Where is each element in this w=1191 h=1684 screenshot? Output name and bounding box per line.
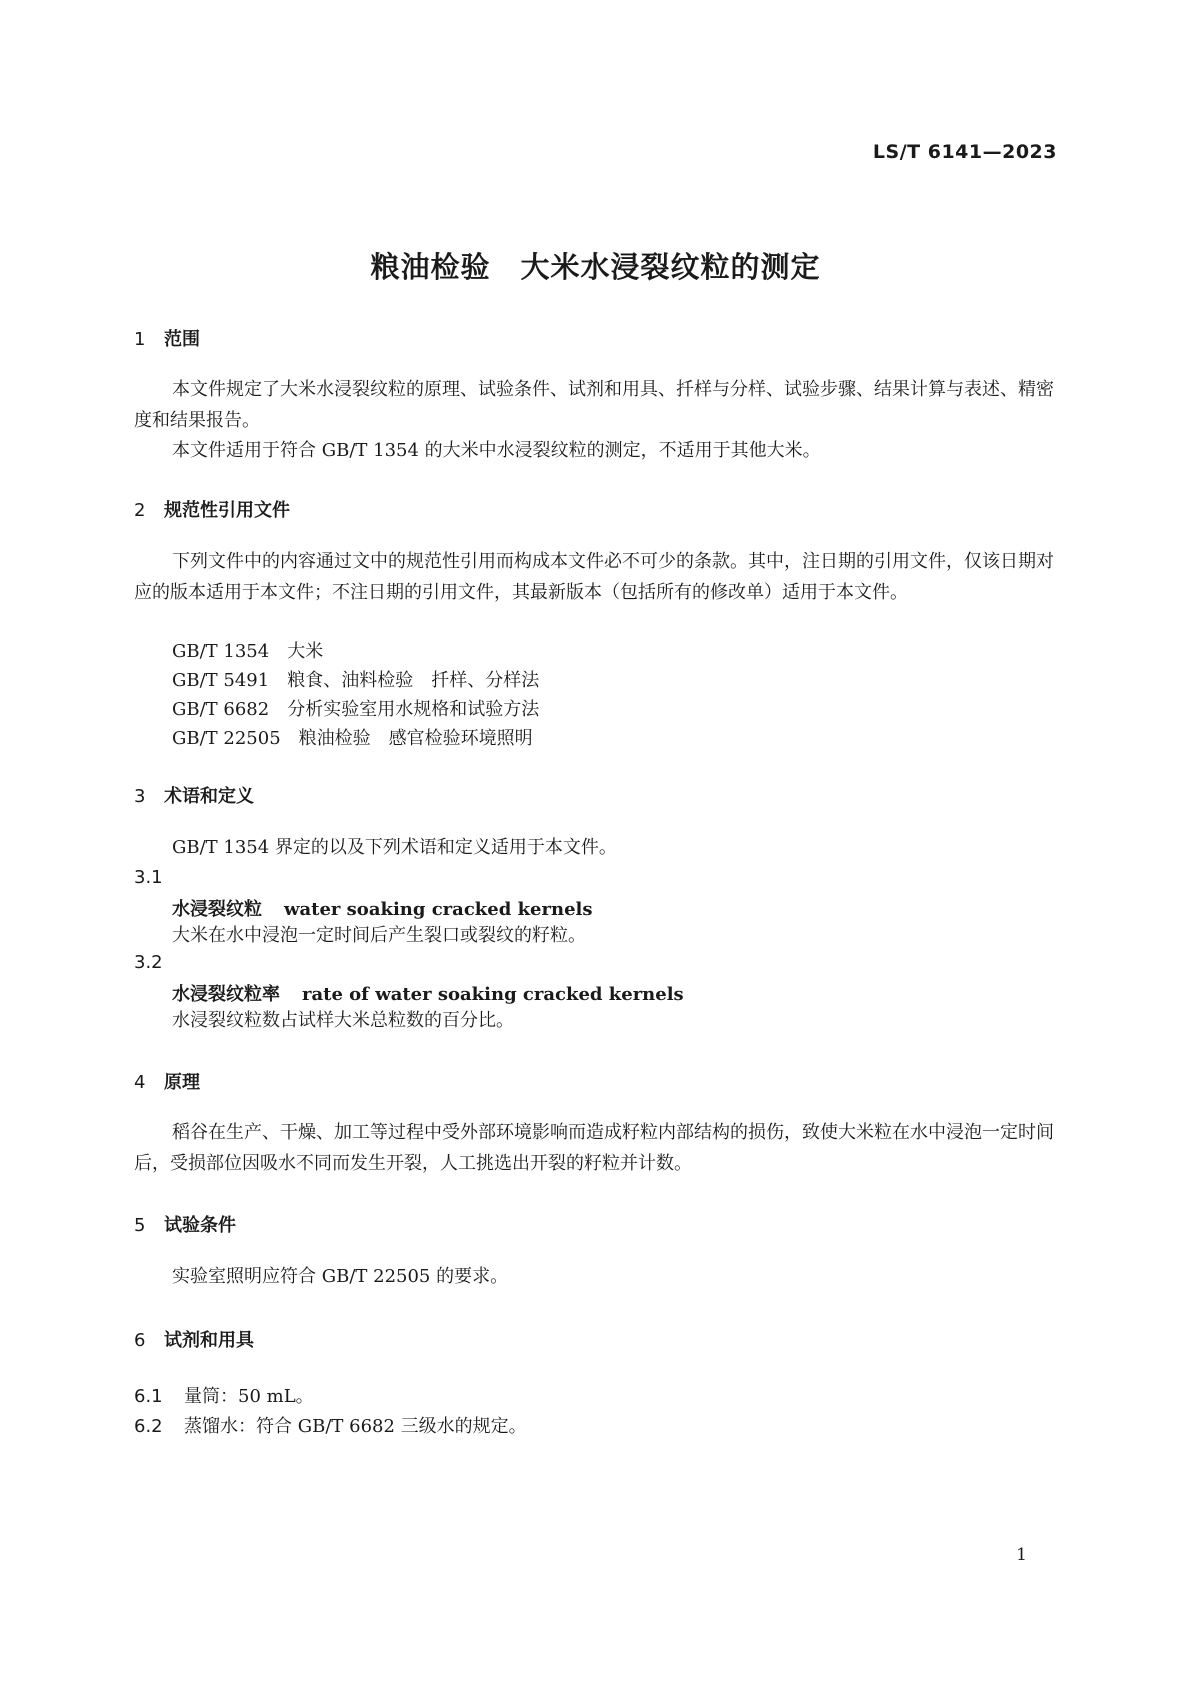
item-number: 6.2	[134, 1416, 163, 1437]
term-name	[172, 980, 684, 1006]
term-definition: 大米在水中浸泡一定时间后产生裂口或裂纹的籽粒。	[172, 925, 586, 946]
page-number: 1	[1016, 1545, 1027, 1565]
document-title: 粮油检验 大米水浸裂纹粒的测定	[370, 250, 821, 284]
reference-code: GB/T 6682	[172, 699, 270, 720]
section-2-paragraph-1: 下列文件中的内容通过文中的规范性引用而构成本文件必不可少的条款。其中，注日期的引用文件，仅该日期对应的版本适用于本文件；不注日期的引用文件，其最新版本（包括所有的修改单）适用于本文件。	[134, 551, 1054, 603]
term-name-en: water soaking cracked kernels	[284, 899, 593, 920]
reference-item	[172, 637, 323, 663]
section-title: 试验条件	[164, 1215, 236, 1236]
reference-name: 分析实验室用水规格和试验方法	[287, 699, 540, 720]
reference-name: 粮油检验 感官检验环境照明	[298, 728, 533, 749]
section-title: 术语和定义	[164, 786, 254, 807]
term-number: 3.1	[134, 867, 163, 888]
reference-name: 粮食、油料检验 扦样、分样法	[287, 670, 540, 691]
section-title: 原理	[164, 1072, 200, 1093]
section-1-paragraph-1: 本文件规定了大米水浸裂纹粒的原理、试验条件、试剂和用具、扦样与分样、试验步骤、结果计算与表述、精密度和结果报告。	[134, 379, 1054, 431]
section-title: 规范性引用文件	[164, 500, 290, 521]
section-number: 6	[134, 1330, 146, 1351]
section-number: 4	[134, 1072, 146, 1093]
section-number: 5	[134, 1215, 146, 1236]
term-name	[172, 895, 593, 921]
item-number: 6.1	[134, 1386, 163, 1407]
section-3-heading	[134, 782, 254, 808]
term-name-zh: 水浸裂纹粒	[172, 899, 262, 920]
section-number: 3	[134, 786, 146, 807]
section-1-paragraph-2: 本文件适用于符合 GB/T 1354 的大米中水浸裂纹粒的测定，不适用于其他大米。	[172, 440, 821, 461]
section-2-heading	[134, 496, 290, 522]
section-number: 2	[134, 500, 146, 521]
term-number: 3.2	[134, 952, 163, 973]
section-1-heading	[134, 325, 200, 351]
section-5-heading	[134, 1211, 236, 1237]
reference-name: 大米	[287, 641, 324, 662]
reference-code: GB/T 5491	[172, 670, 270, 691]
term-name-zh: 水浸裂纹粒率	[172, 984, 280, 1005]
item-text: 量筒：50 mL。	[184, 1386, 314, 1407]
term-name-en: rate of water soaking cracked kernels	[302, 984, 684, 1005]
standard-code: LS/T 6141—2023	[872, 141, 1057, 163]
reference-item	[172, 695, 539, 721]
section-4-paragraph-1: 稻谷在生产、干燥、加工等过程中受外部环境影响而造成籽粒内部结构的损伤，致使大米粒在水中浸泡一定时间后，受损部位因吸水不同而发生开裂，人工挑选出开裂的籽粒并计数。	[134, 1122, 1054, 1174]
reference-code: GB/T 1354	[172, 641, 270, 662]
section-title: 试剂和用具	[164, 1330, 254, 1351]
reference-item	[172, 666, 539, 692]
reference-item	[172, 724, 533, 750]
section-number: 1	[134, 329, 146, 350]
list-item	[134, 1382, 314, 1408]
reference-code: GB/T 22505	[172, 728, 281, 749]
item-text: 蒸馏水：符合 GB/T 6682 三级水的规定。	[184, 1416, 527, 1437]
section-5-paragraph-1: 实验室照明应符合 GB/T 22505 的要求。	[172, 1266, 509, 1287]
section-3-paragraph-1: GB/T 1354 界定的以及下列术语和定义适用于本文件。	[172, 837, 617, 858]
section-4-heading	[134, 1068, 200, 1094]
section-6-heading	[134, 1326, 254, 1352]
section-title: 范围	[164, 329, 200, 350]
term-definition: 水浸裂纹粒数占试样大米总粒数的百分比。	[172, 1010, 514, 1031]
list-item	[134, 1412, 527, 1438]
